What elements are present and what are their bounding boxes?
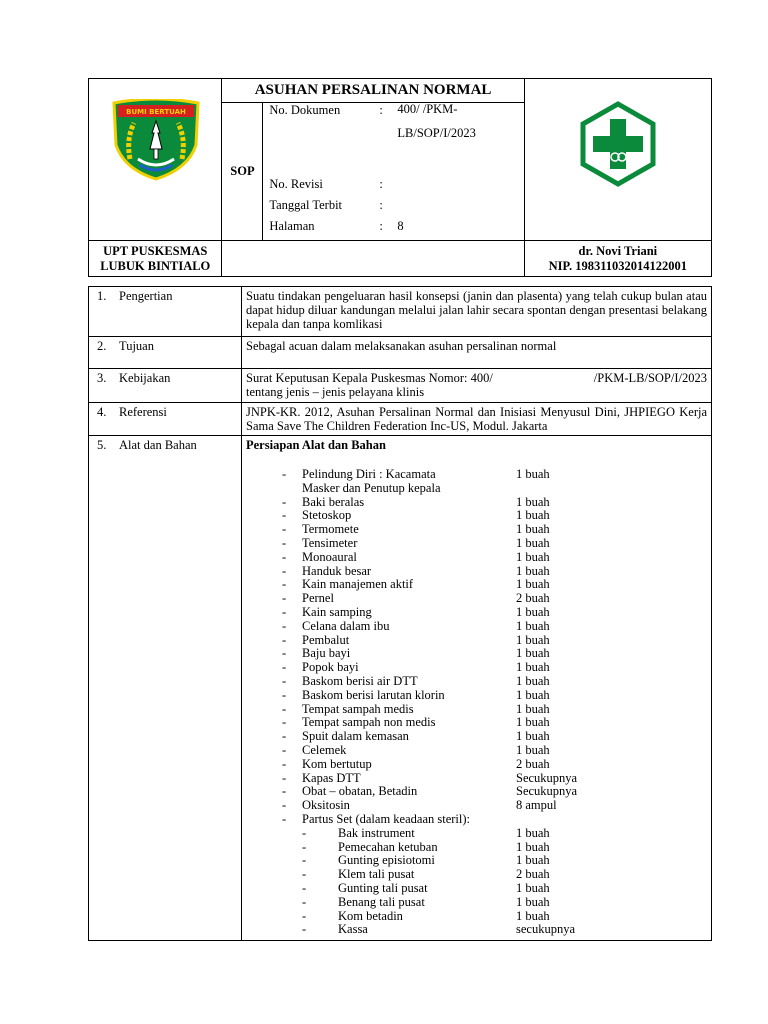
item-name: Kom betadin: [338, 908, 403, 923]
section-label: [89, 403, 242, 436]
item-dash: -: [282, 535, 287, 550]
no-revisi-label: No. Revisi: [269, 177, 323, 191]
list-item: [246, 551, 707, 565]
item-qty: 1 buah: [516, 522, 550, 537]
list-item: [246, 730, 707, 744]
item-qty: 1 buah: [516, 604, 550, 619]
list-item: [246, 565, 707, 579]
puskesmas-logo-cell: [524, 79, 711, 241]
section-label: [89, 287, 242, 337]
item-dash: -: [282, 632, 287, 647]
item-dash: -: [302, 825, 307, 840]
section-title: Referensi: [119, 405, 167, 419]
item-qty: 1 buah: [516, 646, 550, 661]
colon: :: [379, 219, 383, 233]
item-dash: -: [282, 494, 287, 509]
item-dash: -: [282, 618, 287, 633]
item-name: Handuk besar: [302, 563, 372, 578]
document-title: ASUHAN PERSALINAN NORMAL: [222, 79, 524, 103]
item-dash: -: [282, 673, 287, 688]
item-name: Klem tali pusat: [338, 867, 415, 882]
item-name: Bak instrument: [338, 825, 415, 840]
section-title: Alat dan Bahan: [119, 438, 197, 452]
list-item: [246, 592, 707, 606]
item-qty: 1 buah: [516, 577, 550, 592]
org-line-1: UPT PUSKESMAS: [103, 243, 208, 258]
item-qty: 1 buah: [516, 715, 550, 730]
list-item: [246, 910, 707, 924]
item-name: Kom bertutup: [302, 756, 372, 771]
list-item: [246, 716, 707, 730]
list-item: [246, 647, 707, 661]
no-dokumen-value: 400/ /PKM-LB/SOP/I/2023: [397, 102, 476, 140]
item-dash: -: [282, 715, 287, 730]
list-item: [246, 606, 707, 620]
signer-name: dr. Novi Triani: [578, 243, 658, 258]
kebijakan-text-b: /PKM-LB/SOP/I/2023: [593, 371, 707, 385]
item-dash: -: [302, 894, 307, 909]
item-name: Obat – obatan, Betadin: [302, 784, 418, 799]
item-name: Popok bayi: [302, 660, 359, 675]
section-number: 5.: [97, 438, 107, 452]
item-qty: 1 buah: [516, 729, 550, 744]
item-name: Tempat sampah medis: [302, 701, 414, 716]
item-qty: 1 buah: [516, 701, 550, 716]
organization-name: [89, 241, 222, 277]
list-item: [246, 785, 707, 799]
logo-banner-text: BUMI BERTUAH: [126, 108, 186, 116]
list-item: [246, 634, 707, 648]
item-dash: -: [282, 508, 287, 523]
item-dash: -: [282, 646, 287, 661]
item-name: Tempat sampah non medis: [302, 715, 436, 730]
tujuan-text: Sebagal acuan dalam melaksanakan asuhan persalinan normal: [242, 337, 712, 369]
item-qty: 1 buah: [516, 660, 550, 675]
list-item: [246, 482, 707, 496]
kebijakan-text-c: tentang jenis – jenis pelayana klinis: [246, 385, 425, 399]
item-dash: -: [282, 563, 287, 578]
item-qty: 1 buah: [516, 535, 550, 550]
colon: :: [379, 177, 383, 191]
item-name: Kain manajemen aktif: [302, 577, 414, 592]
item-name: Benang tali pusat: [338, 894, 425, 909]
item-qty: 1 buah: [516, 894, 550, 909]
referensi-text: JNPK-KR. 2012, Asuhan Persalinan Normal dan Inisiasi Menyusul Dini, JHPIEGO Kerja Sama Save The Children Federation Inc-US, Modul. Jakarta: [242, 403, 712, 436]
item-dash: -: [282, 811, 287, 826]
section-number: 3.: [97, 371, 107, 385]
item-name: Stetoskop: [302, 508, 352, 523]
item-name: Pembalut: [302, 632, 350, 647]
item-name: Tensimeter: [302, 535, 358, 550]
org-line-2: LUBUK BINTIALO: [100, 258, 211, 273]
item-name: Baju bayi: [302, 646, 351, 661]
item-qty: 1 buah: [516, 908, 550, 923]
item-dash: -: [282, 756, 287, 771]
item-name: Baki beralas: [302, 494, 365, 509]
item-dash: -: [282, 591, 287, 606]
item-dash: -: [282, 742, 287, 757]
item-name: Kapas DTT: [302, 770, 361, 785]
regency-logo-cell: [89, 79, 222, 241]
item-dash: -: [302, 880, 307, 895]
puskesmas-logo-icon: [575, 101, 661, 187]
item-qty: 1 buah: [516, 880, 550, 895]
item-qty: Secukupnya: [516, 770, 578, 785]
item-dash: -: [282, 660, 287, 675]
section-title: Tujuan: [119, 339, 154, 353]
row-tujuan: [89, 337, 712, 369]
item-dash: -: [302, 908, 307, 923]
tanggal-terbit-label: Tanggal Terbit: [269, 198, 343, 212]
halaman-value: 8: [397, 219, 404, 233]
section-title: Pengertian: [119, 289, 173, 303]
item-name: Gunting episiotomi: [338, 853, 435, 868]
row-referensi: [89, 403, 712, 436]
item-qty: 1 buah: [516, 673, 550, 688]
list-item: [246, 509, 707, 523]
list-item: [246, 868, 707, 882]
regency-emblem-icon: [108, 99, 204, 181]
list-item: [246, 620, 707, 634]
halaman-label: Halaman: [269, 219, 315, 233]
item-name: Partus Set (dalam keadaan steril):: [302, 811, 470, 826]
section-label: [89, 436, 242, 941]
row-pengertian: [89, 287, 712, 337]
item-qty: 1 buah: [516, 549, 550, 564]
item-qty: 2 buah: [516, 867, 550, 882]
list-item: [246, 827, 707, 841]
item-name: Pelindung Diri : Kacamata: [302, 467, 436, 481]
list-item: [246, 537, 707, 551]
list-item: [246, 496, 707, 510]
item-qty: 1 buah: [516, 563, 550, 578]
item-qty: 1 buah: [516, 853, 550, 868]
item-dash: -: [282, 604, 287, 619]
row-alat-bahan: [89, 436, 712, 941]
list-item: [246, 468, 707, 482]
item-name: Masker dan Penutup kepala: [302, 480, 441, 495]
colon: :: [379, 103, 383, 117]
section-number: 2.: [97, 339, 107, 353]
item-dash: -: [302, 867, 307, 882]
section-label: [89, 369, 242, 403]
sop-label: SOP: [222, 103, 263, 241]
item-dash: -: [282, 784, 287, 799]
item-qty: 1 buah: [516, 494, 550, 509]
colon: :: [379, 198, 383, 212]
item-dash: -: [302, 853, 307, 868]
list-item: [246, 703, 707, 717]
item-dash: -: [282, 467, 287, 481]
list-item: [246, 523, 707, 537]
list-item: [246, 799, 707, 813]
item-qty: 2 buah: [516, 756, 550, 771]
item-name: Spuit dalam kemasan: [302, 729, 409, 744]
item-dash: -: [282, 729, 287, 744]
list-item: [246, 841, 707, 855]
item-dash: -: [302, 922, 307, 937]
item-dash: -: [282, 798, 287, 813]
list-item: [246, 689, 707, 703]
item-name: Baskom berisi air DTT: [302, 673, 418, 688]
list-item: [246, 882, 707, 896]
item-name: Kassa: [338, 922, 368, 937]
item-name: Celemek: [302, 742, 347, 757]
item-qty: 1 buah: [516, 632, 550, 647]
item-dash: -: [282, 522, 287, 537]
item-qty: 1 buah: [516, 839, 550, 854]
item-qty: 1 buah: [516, 508, 550, 523]
signer-info: [524, 241, 711, 277]
section-label: [89, 337, 242, 369]
list-item: [246, 578, 707, 592]
row-kebijakan: [89, 369, 712, 403]
item-qty: secukupnya: [516, 922, 576, 937]
item-qty: 1 buah: [516, 687, 550, 702]
section-number: 4.: [97, 405, 107, 419]
item-name: Gunting tali pusat: [338, 880, 428, 895]
list-item: [246, 675, 707, 689]
item-name: Celana dalam ibu: [302, 618, 390, 633]
item-qty: 2 buah: [516, 591, 550, 606]
list-item: [246, 758, 707, 772]
item-qty: 1 buah: [516, 742, 550, 757]
item-qty: Secukupnya: [516, 784, 578, 799]
item-name: Pemecahan ketuban: [338, 839, 438, 854]
kebijakan-text-a: Surat Keputusan Kepala Puskesmas Nomor: 400/: [246, 371, 493, 385]
item-qty: 1 buah: [516, 618, 550, 633]
item-dash: -: [282, 701, 287, 716]
list-item: [246, 661, 707, 675]
item-name: Pernel: [302, 591, 334, 606]
item-dash: -: [282, 770, 287, 785]
list-item: [246, 744, 707, 758]
alat-heading: Persiapan Alat dan Bahan: [246, 438, 386, 452]
list-item: [246, 813, 707, 827]
footer-empty-cell: [222, 241, 524, 277]
signer-nip: NIP. 198311032014122001: [548, 258, 688, 273]
list-item: [246, 923, 707, 937]
list-item: [246, 896, 707, 910]
item-qty: 8 ampul: [516, 798, 557, 813]
item-name: Oksitosin: [302, 798, 350, 813]
list-item: [246, 772, 707, 786]
sop-content-table: [88, 286, 712, 941]
item-dash: -: [282, 687, 287, 702]
document-meta: [263, 103, 524, 241]
equipment-list: [246, 468, 707, 827]
section-number: 1.: [97, 289, 107, 303]
pengertian-text: Suatu tindakan pengeluaran hasil konsepsi (janin dan plasenta) yang telah cukup bulan atau dapat hidup diluar kandungan melalui jalan lahir secara spontan dengan presentasi belakang kepala dan tanpa komlikasi: [242, 287, 712, 337]
no-dokumen-label: No. Dokumen: [269, 103, 341, 117]
section-title: Kebijakan: [119, 371, 171, 385]
item-dash: -: [282, 577, 287, 592]
item-name: Kain samping: [302, 604, 372, 619]
partus-set-list: [246, 827, 707, 937]
item-dash: -: [282, 549, 287, 564]
item-name: Monoaural: [302, 549, 357, 564]
item-name: Termomete: [302, 522, 359, 537]
list-item: [246, 854, 707, 868]
item-name: Baskom berisi larutan klorin: [302, 687, 445, 702]
item-qty: 1 buah: [516, 467, 550, 481]
item-dash: -: [302, 839, 307, 854]
item-qty: 1 buah: [516, 825, 550, 840]
alat-bahan-content: [242, 436, 712, 941]
sop-header-table: [88, 78, 712, 277]
kebijakan-text: [242, 369, 712, 403]
